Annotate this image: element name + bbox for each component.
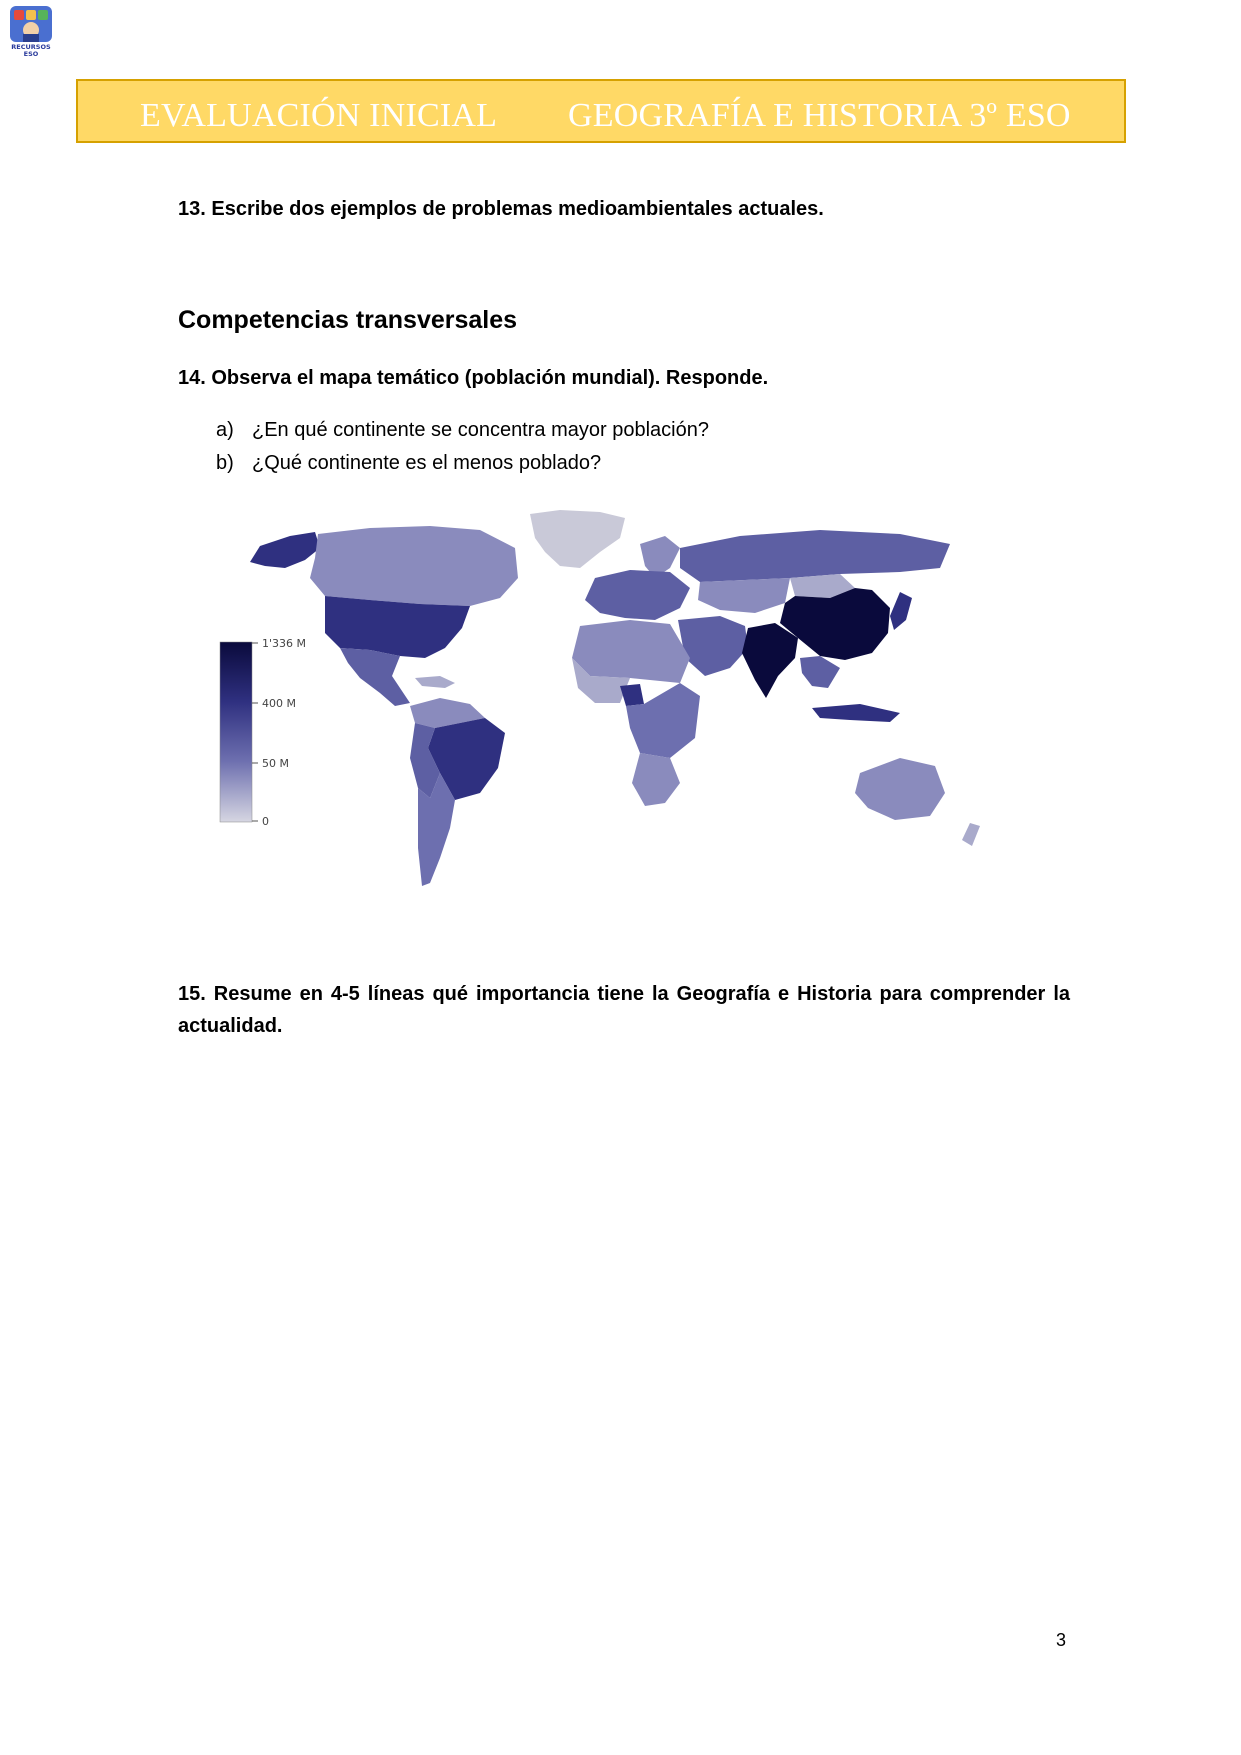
- legend-color-bar: [220, 642, 252, 822]
- region-russia: [680, 530, 950, 582]
- region-australia: [855, 758, 945, 820]
- region-middle-east: [678, 616, 748, 676]
- region-india: [742, 623, 798, 698]
- legend-label-zero: 0: [262, 815, 269, 828]
- item-text: ¿En qué continente se concentra mayor población?: [252, 419, 709, 441]
- legend-label-max: 1'336 M: [262, 637, 307, 650]
- header-title-right: GEOGRAFÍA E HISTORIA 3º ESO: [568, 97, 1071, 134]
- region-japan: [890, 592, 912, 630]
- region-new-zealand: [962, 823, 980, 846]
- question-15: 15. Resume en 4-5 líneas qué importancia tiene la Geografía e Historia para comprender la actualidad.: [178, 983, 1070, 1037]
- region-south-africa: [632, 753, 680, 806]
- region-central-asia: [698, 578, 790, 613]
- question-14-item-a: [216, 419, 709, 442]
- region-southeast-asia: [800, 656, 840, 688]
- question-13: 13. Escribe dos ejemplos de problemas medioambientales actuales.: [178, 198, 824, 220]
- region-mexico: [340, 648, 410, 706]
- region-nigeria: [620, 684, 644, 706]
- legend-label-400m: 400 M: [262, 697, 296, 710]
- legend-label-50m: 50 M: [262, 757, 289, 770]
- region-canada: [310, 526, 518, 606]
- region-north-africa: [572, 620, 690, 683]
- question-14: 14. Observa el mapa temático (población mundial). Responde.: [178, 367, 769, 389]
- region-greenland: [530, 510, 625, 568]
- item-label: b): [216, 452, 234, 474]
- region-europe: [585, 570, 690, 620]
- recursos-eso-logo: [8, 4, 54, 60]
- region-caribbean: [415, 676, 455, 688]
- question-14-item-b: [216, 452, 601, 475]
- logo-icon: [8, 4, 54, 44]
- region-alaska: [250, 532, 320, 568]
- region-indonesia: [812, 704, 900, 722]
- item-text: ¿Qué continente es el menos poblado?: [252, 452, 602, 474]
- header-title-left: EVALUACIÓN INICIAL: [140, 97, 498, 134]
- page-number: 3: [1056, 1630, 1067, 1650]
- world-population-map: [200, 508, 1155, 940]
- logo-text: RECURSOS ESO: [11, 43, 51, 58]
- item-label: a): [216, 419, 234, 441]
- section-title: Competencias transversales: [178, 306, 518, 334]
- header-banner: [76, 79, 1126, 143]
- region-china: [780, 588, 890, 660]
